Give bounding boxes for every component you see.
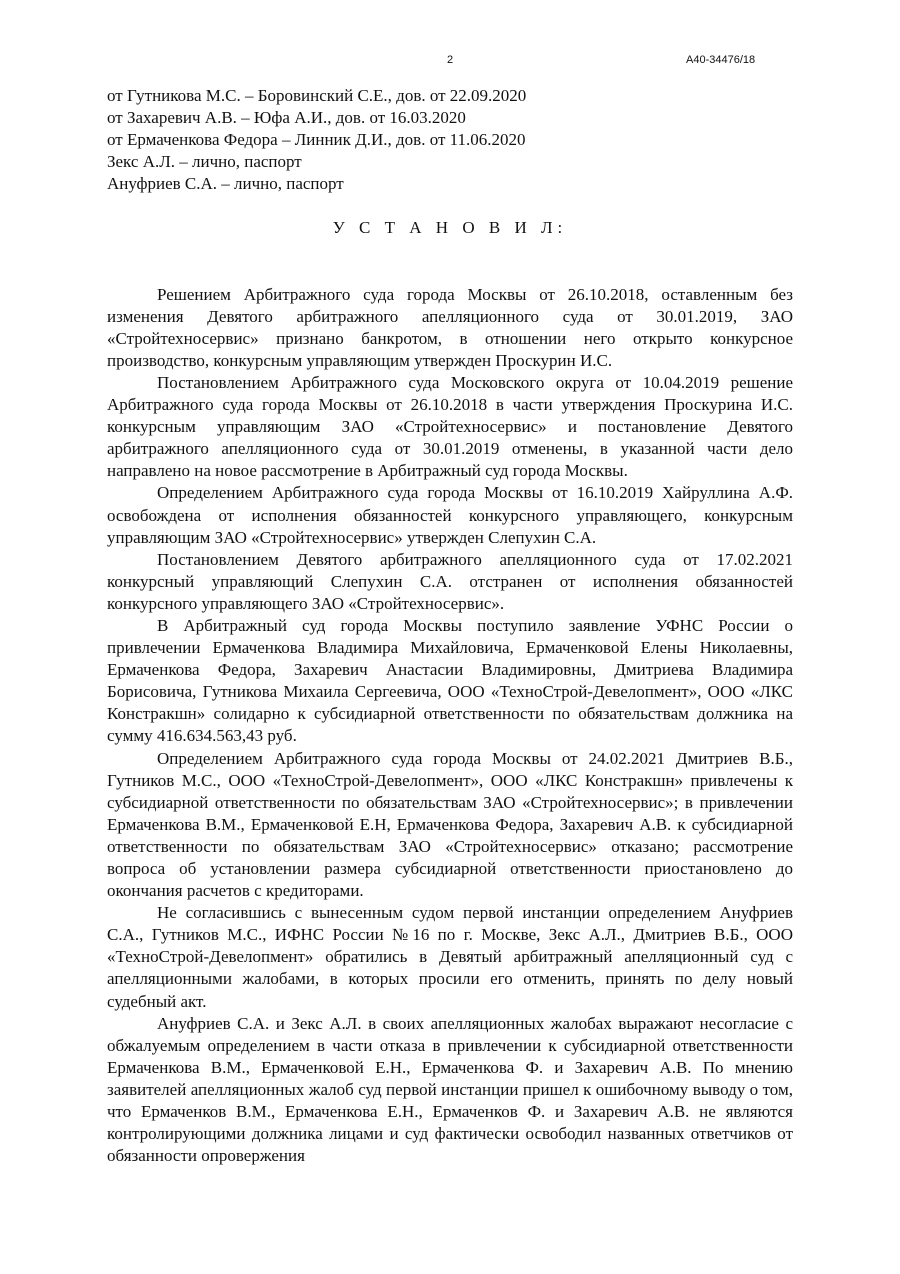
paragraph: Постановлением Арбитражного суда Московского округа от 10.04.2019 решение Арбитражного суда города Москвы от 26.10.2018 в части утверждения Проскурина И.С. конкурсным управляющим ЗАО «Стройтехносервис» и постановление Девятого арбитражного апелляционного суда от 30.01.2019 отменены, в указанной части дело направлено на новое рассмотрение в Арбитражный суд города Москвы. — [107, 372, 793, 481]
party-line: от Гутникова М.С. – Боровинский С.Е., дов. от 22.09.2020 — [107, 86, 527, 105]
party-line: от Ермаченкова Федора – Линник Д.И., дов. от 11.06.2020 — [107, 130, 526, 150]
paragraph: Решением Арбитражного суда города Москвы от 26.10.2018, оставленным без изменения Девятого арбитражного апелляционного суда от 30.01.2019, ЗАО «Стройтехносервис» признано банкротом, в отношении него открыто конкурсное производство, конкурсным управляющим утвержден Проскурин И.С. — [107, 284, 793, 370]
party-line: Ануфриев С.А. – лично, паспорт — [107, 174, 344, 194]
section-heading: У С Т А Н О В И Л: — [332, 218, 568, 238]
document-body — [107, 85, 793, 1167]
page-number: 2 — [446, 54, 454, 66]
case-number: А40-34476/18 — [686, 54, 756, 66]
paragraph: Ануфриев С.А. и Зекс А.Л. в своих апелляционных жалобах выражают несогласие с обжалуемым определением в части отказа в привлечении к субсидиарной ответственности Ермаченкова В.М., Ермаченковой Е.Н., Ермаченкова Ф. и Захаревич А.В. По мнению заявителей апелляционных жалоб суд первой инстанции пришел к ошибочному выводу о том, что Ермаченков В.М., Ермаченкова Е.Н., Ермаченков Ф. и Захаревич А.В. не являются контролирующими должника лицами и суд фактически освободил названных ответчиков от обязанности опровержения — [107, 1013, 793, 1166]
paragraph: Определением Арбитражного суда города Москвы от 16.10.2019 Хайруллина А.Ф. освобождена от исполнения обязанностей конкурсного управляющего, конкурсным управляющим ЗАО «Стройтехносервис» утвержден Слепухин С.А. — [107, 483, 793, 547]
party-line: от Захаревич А.В. – Юфа А.И., дов. от 16.03.2020 — [107, 108, 466, 128]
party-line: Зекс А.Л. – лично, паспорт — [107, 152, 302, 172]
paragraph: Не согласившись с вынесенным судом первой инстанции определением Ануфриев С.А., Гутников М.С., ИФНС России №16 по г. Москве, Зекс А.Л., Дмитриев В.Б., ООО «ТехноСтрой-Девелопмент» обратились в Девятый арбитражный апелляционный суд с апелляционными жалобами, в которых просили его отменить, принять по делу новый судебный акт. — [107, 903, 793, 1011]
paragraph: В Арбитражный суд города Москвы поступило заявление УФНС России о привлечении Ермаченкова Владимира Михайловича, Ермаченковой Елены Николаевны, Ермаченкова Федора, Захаревич Анастасии Владимировны, Дмитриева Владимира Борисовича, Гутникова Михаила Сергеевича, ООО «ТехноСтрой-Девелопмент», ООО «ЛКС Констракшн» солидарно к субсидиарной ответственности по обязательствам должника на сумму 416.634.563,43 руб. — [107, 615, 793, 746]
paragraph: Постановлением Девятого арбитражного апелляционного суда от 17.02.2021 конкурсный управляющий Слепухин С.А. отстранен от исполнения обязанностей конкурсного управляющего ЗАО «Стройтехносервис». — [107, 549, 793, 613]
paragraph: Определением Арбитражного суда города Москвы от 24.02.2021 Дмитриев В.Б., Гутников М.С., ООО «ТехноСтрой-Девелопмент», ООО «ЛКС Констракшн» привлечены к субсидиарной ответственности по обязательствам ЗАО «Стройтехносервис»; в привлечении Ермаченкова В.М., Ермаченковой Е.Н, Ермаченкова Федора, Захаревич А.В. к субсидиарной ответственности по обязательствам ЗАО «Стройтехносервис» отказано; рассмотрение вопроса об установлении размера субсидиарной ответственности приостановлено до окончания расчетов с кредиторами. — [107, 748, 793, 901]
